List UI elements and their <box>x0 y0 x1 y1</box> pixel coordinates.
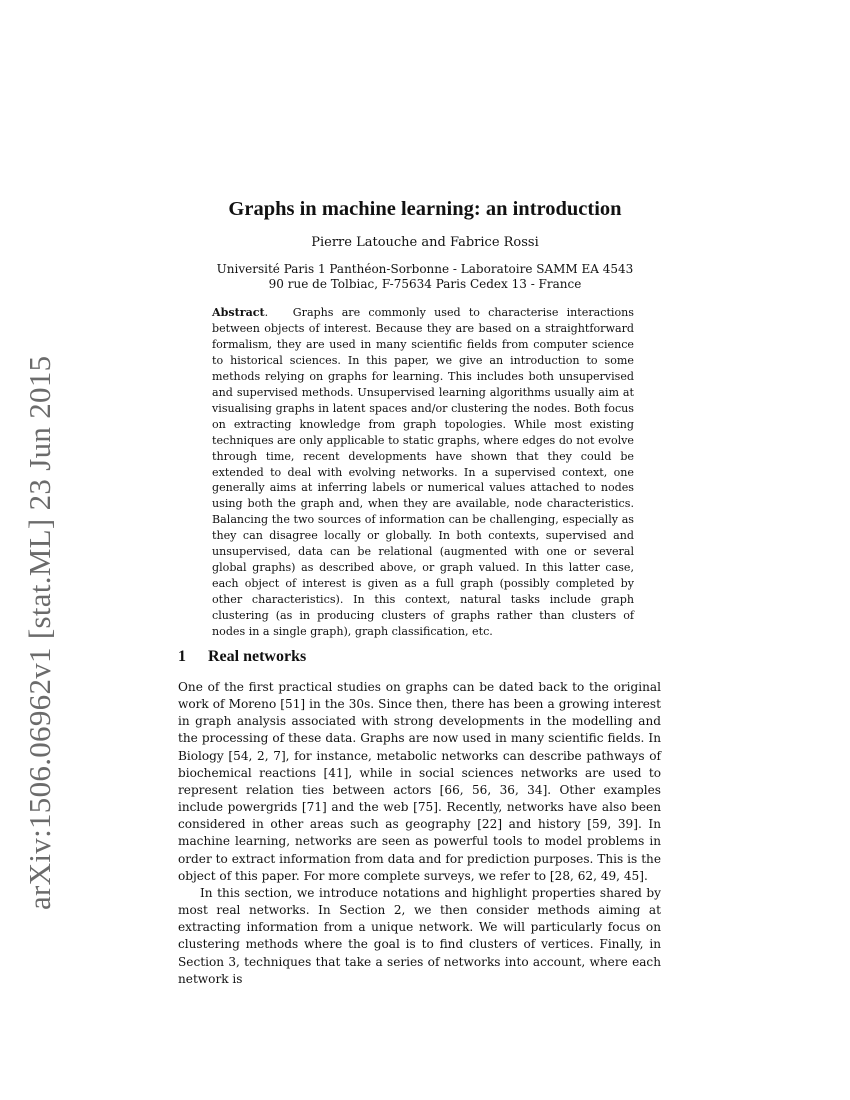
body-paragraph: In this section, we introduce notations and highlight properties shared by most real networks. In Section 2, we then consider methods aiming at extracting information from a unique network. We will particularly focus on clustering methods where the goal is to find clusters of vertices. Finally, in Section 3, techniques that take a series of networks into account, where each network is <box>178 885 661 986</box>
body-paragraph: One of the first practical studies on graphs can be dated back to the original work of Moreno [51] in the 30s. Since then, there has been a growing interest in graph analysis associated with strong developments in the modelling and the processing of these data. Graphs are now used in many scientific fields. In Biology [54, 2, 7], for instance, metabolic networks can describe pathways of biochemical reactions [41], while in social sciences networks are used to represent relation ties between actors [66, 56, 36, 34]. Other examples include powergrids [71] and the web [75]. Recently, networks have also been considered in other areas such as geography [22] and history [59, 39]. In machine learning, networks are seen as powerful tools to model problems in order to extract information from data and for prediction purposes. This is the object of this paper. For more complete surveys, we refer to [28, 62, 49, 45]. <box>178 680 661 883</box>
paper-authors: Pierre Latouche and Fabrice Rossi <box>311 235 539 250</box>
abstract-label: Abstract <box>212 306 265 319</box>
abstract: Abstract. Graphs are commonly used to characterise interactions between objects of interest. Because they are based on a straightforward formalism, they are used in many scientific fields from computer science to historical sciences. In this paper, we give an introduction to some methods relying on graphs for learning. This includes both unsupervised and supervised methods. Unsupervised learning algorithms usually aim at visualising graphs in latent spaces and/or clustering the nodes. Both focus on extracting knowledge from graph topologies. While most existing techniques are only applicable to static graphs, where edges do not evolve through time, recent developments have shown that they could be extended to deal with evolving networks. In a supervised context, one generally aims at inferring labels or numerical values attached to nodes using both the graph and, when they are available, node characteristics. Balancing the two sources of information can be challenging, especially as they can disagree locally or globally. In both contexts, supervised and unsupervised, data can be relational (augmented with one or several global graphs) as described above, or graph valued. In this latter case, each object of interest is given as a full graph (possibly completed by other characteristics). In this context, natural tasks include graph clustering (as in producing clusters of graphs rather than clusters of nodes in a single graph), graph classification, etc. <box>212 306 634 639</box>
section-heading <box>178 648 306 666</box>
abstract-text: Graphs are commonly used to characterise interactions between objects of interest. Because they are based on a straightforward formalism, they are used in many scientific fields from computer science to historical sciences. In this paper, we give an introduction to some methods relying on graphs for learning. This includes both unsupervised and supervised methods. Unsupervised learning algorithms usually aim at visualising graphs in latent spaces and/or clustering the nodes. Both focus on extracting knowledge from graph topologies. While most existing techniques are only applicable to static graphs, where edges do not evolve through time, recent developments have shown that they could be extended to deal with evolving networks. In a supervised context, one generally aims at inferring labels or numerical values attached to nodes using both the graph and, when they are available, node characteristics. Balancing the two sources of information can be challenging, especially as they can disagree locally or globally. In both contexts, supervised and unsupervised, data can be relational (augmented with one or several global graphs) as described above, or graph valued. In this latter case, each object of interest is given as a full graph (possibly completed by other characteristics). In this context, natural tasks include graph clustering (as in producing clusters of graphs rather than clusters of nodes in a single graph), graph classification, etc. <box>212 306 634 639</box>
section-body <box>178 679 661 988</box>
affiliation <box>0 262 850 292</box>
affiliation-line-1: Université Paris 1 Panthéon-Sorbonne - Laboratoire SAMM EA 4543 <box>216 262 634 276</box>
section-number: 1 <box>178 648 186 665</box>
arxiv-identifier-stamp: arXiv:1506.06962v1 [stat.ML] 23 Jun 2015 <box>22 355 57 910</box>
affiliation-line-2: 90 rue de Tolbiac, F-75634 Paris Cedex 13 - France <box>268 277 582 291</box>
section-title: Real networks <box>208 648 307 665</box>
paper-title: Graphs in machine learning: an introduction <box>228 198 622 220</box>
